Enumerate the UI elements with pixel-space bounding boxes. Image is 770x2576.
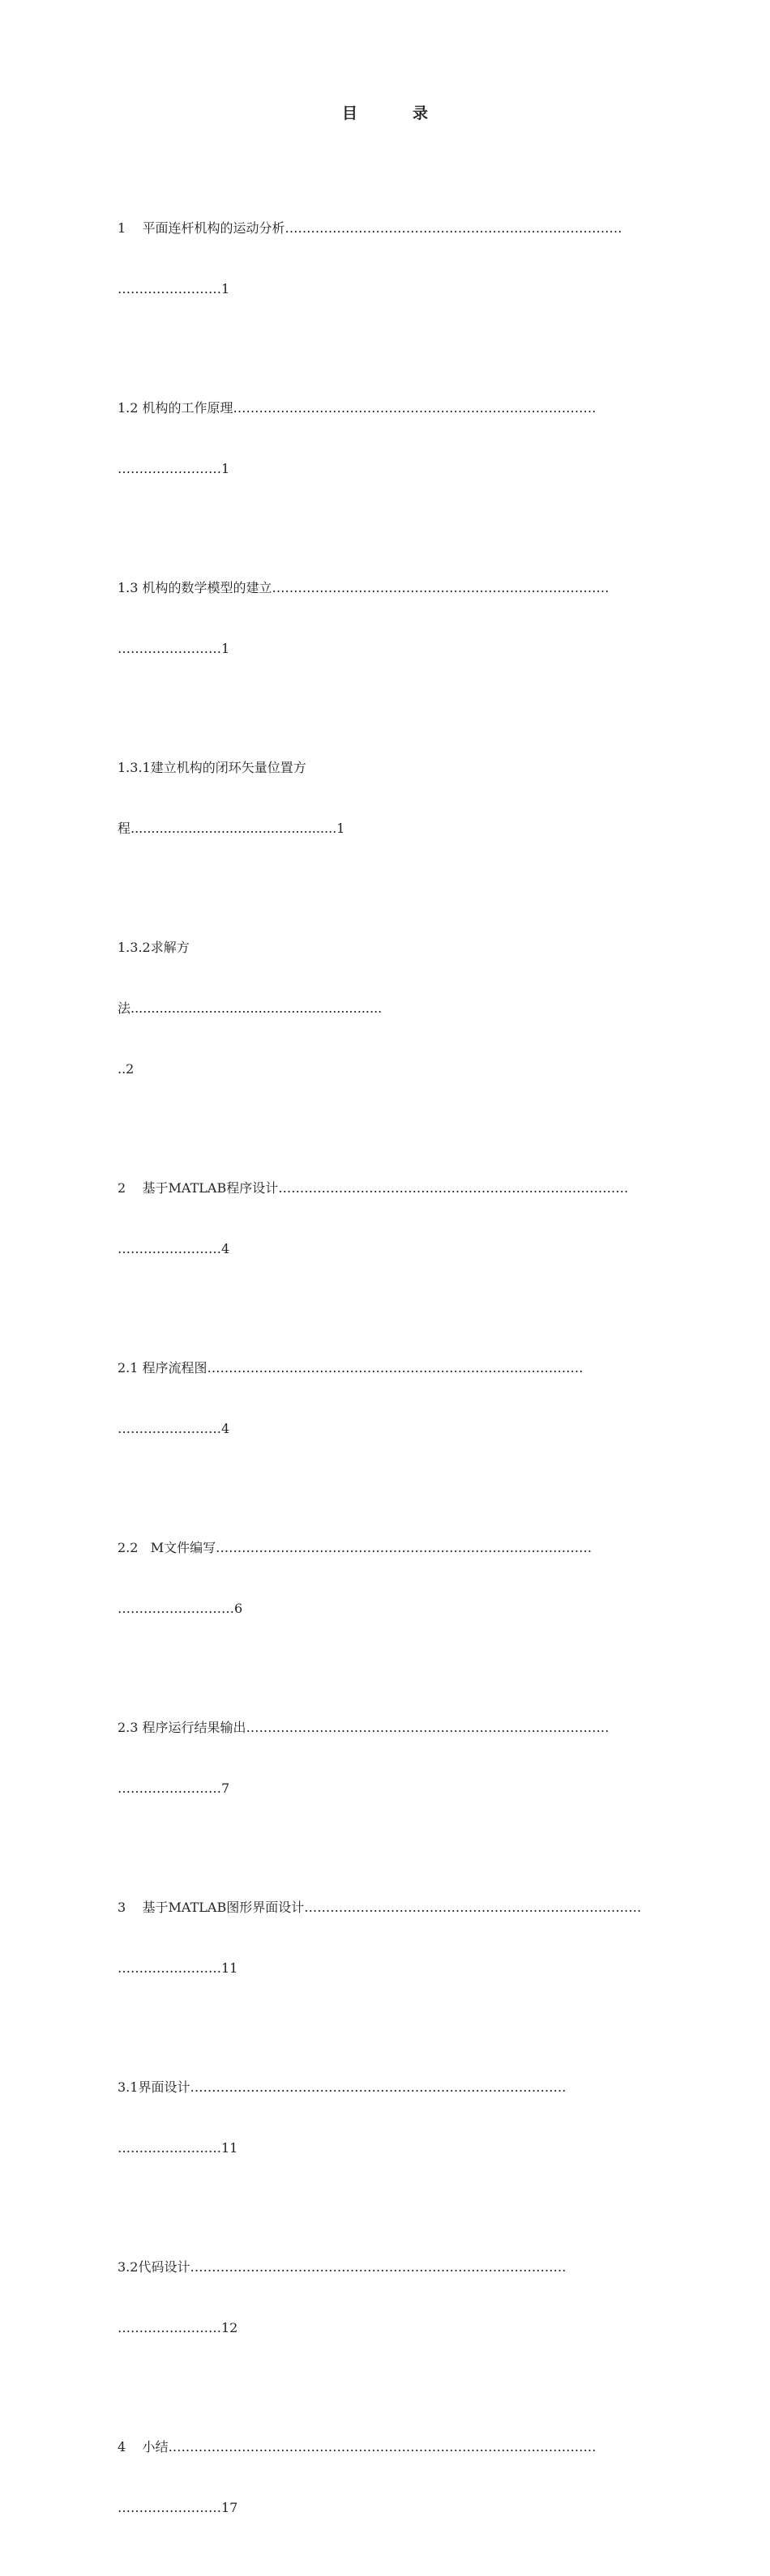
toc-entry-line: ……………………12 bbox=[118, 2320, 238, 2335]
toc-entry-line: ……………………1 bbox=[118, 281, 230, 296]
toc-entry[interactable] bbox=[118, 1677, 657, 1839]
toc-entry-line: ……………………1 bbox=[118, 461, 230, 476]
toc-entry[interactable] bbox=[118, 357, 657, 519]
toc-entry[interactable] bbox=[118, 177, 657, 339]
toc-entry-line: 1.3.1建立机构的闭环矢量位置方 bbox=[118, 760, 306, 775]
toc-entry[interactable] bbox=[118, 1857, 657, 2019]
toc-entry[interactable] bbox=[118, 1497, 657, 1659]
toc-entry[interactable] bbox=[118, 1317, 657, 1479]
toc-entry[interactable] bbox=[118, 2396, 657, 2558]
toc-entry-line: ……………………4 bbox=[118, 1241, 230, 1256]
toc-entry-line: 2.3 程序运行结果输出………………………………………………………………………… bbox=[118, 1720, 610, 1735]
toc-entry-line: 1.3 机构的数学模型的建立…………………………………………………………………… bbox=[118, 580, 610, 595]
toc-entry-line: ……………………17 bbox=[118, 2500, 238, 2515]
title-char-1: 目 bbox=[341, 104, 357, 122]
toc-entry[interactable] bbox=[118, 2036, 657, 2199]
toc-entry-line: 4 小结……………………………………………………………………………………… bbox=[118, 2439, 597, 2454]
toc-entry[interactable] bbox=[118, 717, 657, 879]
toc-entry-line: 2.1 程序流程图…………………………………………………………………………… bbox=[118, 1360, 584, 1375]
toc-entry-line: 2 基于MATLAB程序设计……………………………………………………………………… bbox=[118, 1180, 629, 1196]
toc-entry-line: 3.1界面设计…………………………………………………………………………… bbox=[118, 2079, 567, 2095]
toc-entry[interactable] bbox=[118, 897, 657, 1120]
toc-entry-line: 1 平面连杆机构的运动分析…………………………………………………………………… bbox=[118, 220, 622, 236]
title-char-2: 录 bbox=[413, 104, 429, 122]
toc-entry-line: ……………………11 bbox=[118, 2140, 238, 2156]
toc-entry-line: 1.2 机构的工作原理………………………………………………………………………… bbox=[118, 400, 597, 416]
toc-entry-line: ……………………7 bbox=[118, 1781, 230, 1796]
toc-entry-line: ……………………11 bbox=[118, 1960, 238, 1976]
toc-entry[interactable] bbox=[118, 537, 657, 699]
toc-entry-line: ..2 bbox=[118, 1061, 135, 1077]
toc-entry-line: ………………………6 bbox=[118, 1601, 243, 1616]
toc-entry-line: 1.3.2求解方 bbox=[118, 940, 190, 955]
toc-entry-line: 3 基于MATLAB图形界面设计…………………………………………………………………… bbox=[118, 1900, 642, 1915]
toc-entry-line: 3.2代码设计…………………………………………………………………………… bbox=[118, 2259, 567, 2275]
toc-entry-line: 2.2 M文件编写…………………………………………………………………………… bbox=[118, 1540, 592, 1555]
toc-entry[interactable] bbox=[118, 1137, 657, 1299]
toc-entry-line: 程..................................................1 bbox=[118, 821, 345, 836]
toc-entry[interactable] bbox=[118, 2216, 657, 2378]
toc-entry-line: ……………………4 bbox=[118, 1421, 230, 1436]
table-of-contents bbox=[118, 177, 657, 2576]
toc-entry-line: 法............................................................. bbox=[118, 1000, 383, 1016]
page-title bbox=[0, 101, 770, 123]
toc-entry-line: ……………………1 bbox=[118, 641, 230, 656]
